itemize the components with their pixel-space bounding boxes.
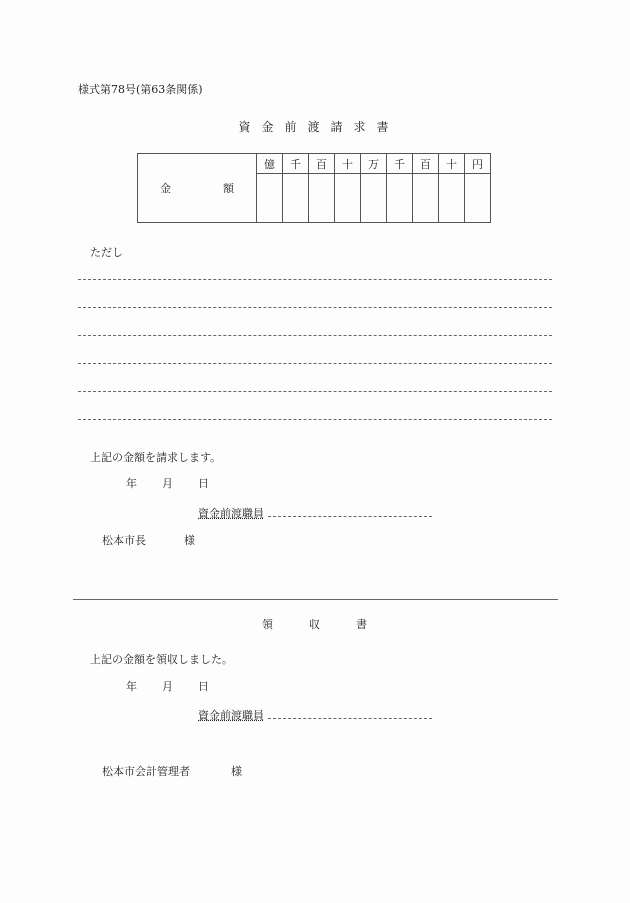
amount-label-char: 額 xyxy=(223,182,234,195)
digit-field[interactable] xyxy=(335,174,361,223)
receipt-honorific: 様 xyxy=(231,765,242,778)
digit-header-sen: 千 xyxy=(387,154,413,174)
digit-field[interactable] xyxy=(283,174,309,223)
amount-label-char: 金 xyxy=(160,182,171,195)
receipt-officer-label: 資金前渡職員 xyxy=(198,709,264,722)
digit-field[interactable] xyxy=(309,174,335,223)
note-line[interactable] xyxy=(78,279,552,280)
receipt-date-day-label: 日 xyxy=(198,680,209,693)
receipt-title-char: 収 xyxy=(309,618,320,631)
receipt-date-year-label: 年 xyxy=(126,680,137,693)
digit-field[interactable] xyxy=(413,174,439,223)
date-day-label: 日 xyxy=(198,477,209,490)
note-line[interactable] xyxy=(78,363,552,364)
digit-header-en: 円 xyxy=(465,154,491,174)
digit-header-oku: 億 xyxy=(257,154,283,174)
request-statement: 上記の金額を請求します。 xyxy=(90,451,222,464)
digit-header-juu: 十 xyxy=(439,154,465,174)
receipt-title-char: 領 xyxy=(262,618,273,631)
receipt-addressee: 松本市会計管理者 xyxy=(102,765,190,778)
date-month-label: 月 xyxy=(162,477,173,490)
section-divider xyxy=(73,599,558,600)
receipt-officer-signature-line[interactable] xyxy=(268,718,432,719)
honorific: 様 xyxy=(184,534,195,547)
digit-header-man: 万 xyxy=(361,154,387,174)
officer-signature-line[interactable] xyxy=(268,516,432,517)
digit-field[interactable] xyxy=(439,174,465,223)
note-line[interactable] xyxy=(78,391,552,392)
date-year-label: 年 xyxy=(126,477,137,490)
receipt-date-month-label: 月 xyxy=(162,680,173,693)
digit-header-hyaku: 百 xyxy=(413,154,439,174)
digit-field[interactable] xyxy=(387,174,413,223)
amount-label xyxy=(138,154,257,223)
receipt-statement: 上記の金額を領収しました。 xyxy=(90,653,233,666)
digit-field[interactable] xyxy=(257,174,283,223)
note-line[interactable] xyxy=(78,307,552,308)
digit-header-hyaku: 百 xyxy=(309,154,335,174)
addressee: 松本市長 xyxy=(102,534,146,547)
amount-table xyxy=(137,153,491,223)
officer-label: 資金前渡職員 xyxy=(198,507,264,520)
receipt-title-char: 書 xyxy=(356,618,367,631)
note-line[interactable] xyxy=(78,419,552,420)
digit-field[interactable] xyxy=(465,174,491,223)
request-title: 資金前渡請求書 xyxy=(238,120,400,134)
note-line[interactable] xyxy=(78,335,552,336)
digit-header-sen: 千 xyxy=(283,154,309,174)
digit-header-juu: 十 xyxy=(335,154,361,174)
form-number: 様式第78号(第63条関係) xyxy=(78,83,203,96)
note-label: ただし xyxy=(90,246,123,259)
digit-field[interactable] xyxy=(361,174,387,223)
